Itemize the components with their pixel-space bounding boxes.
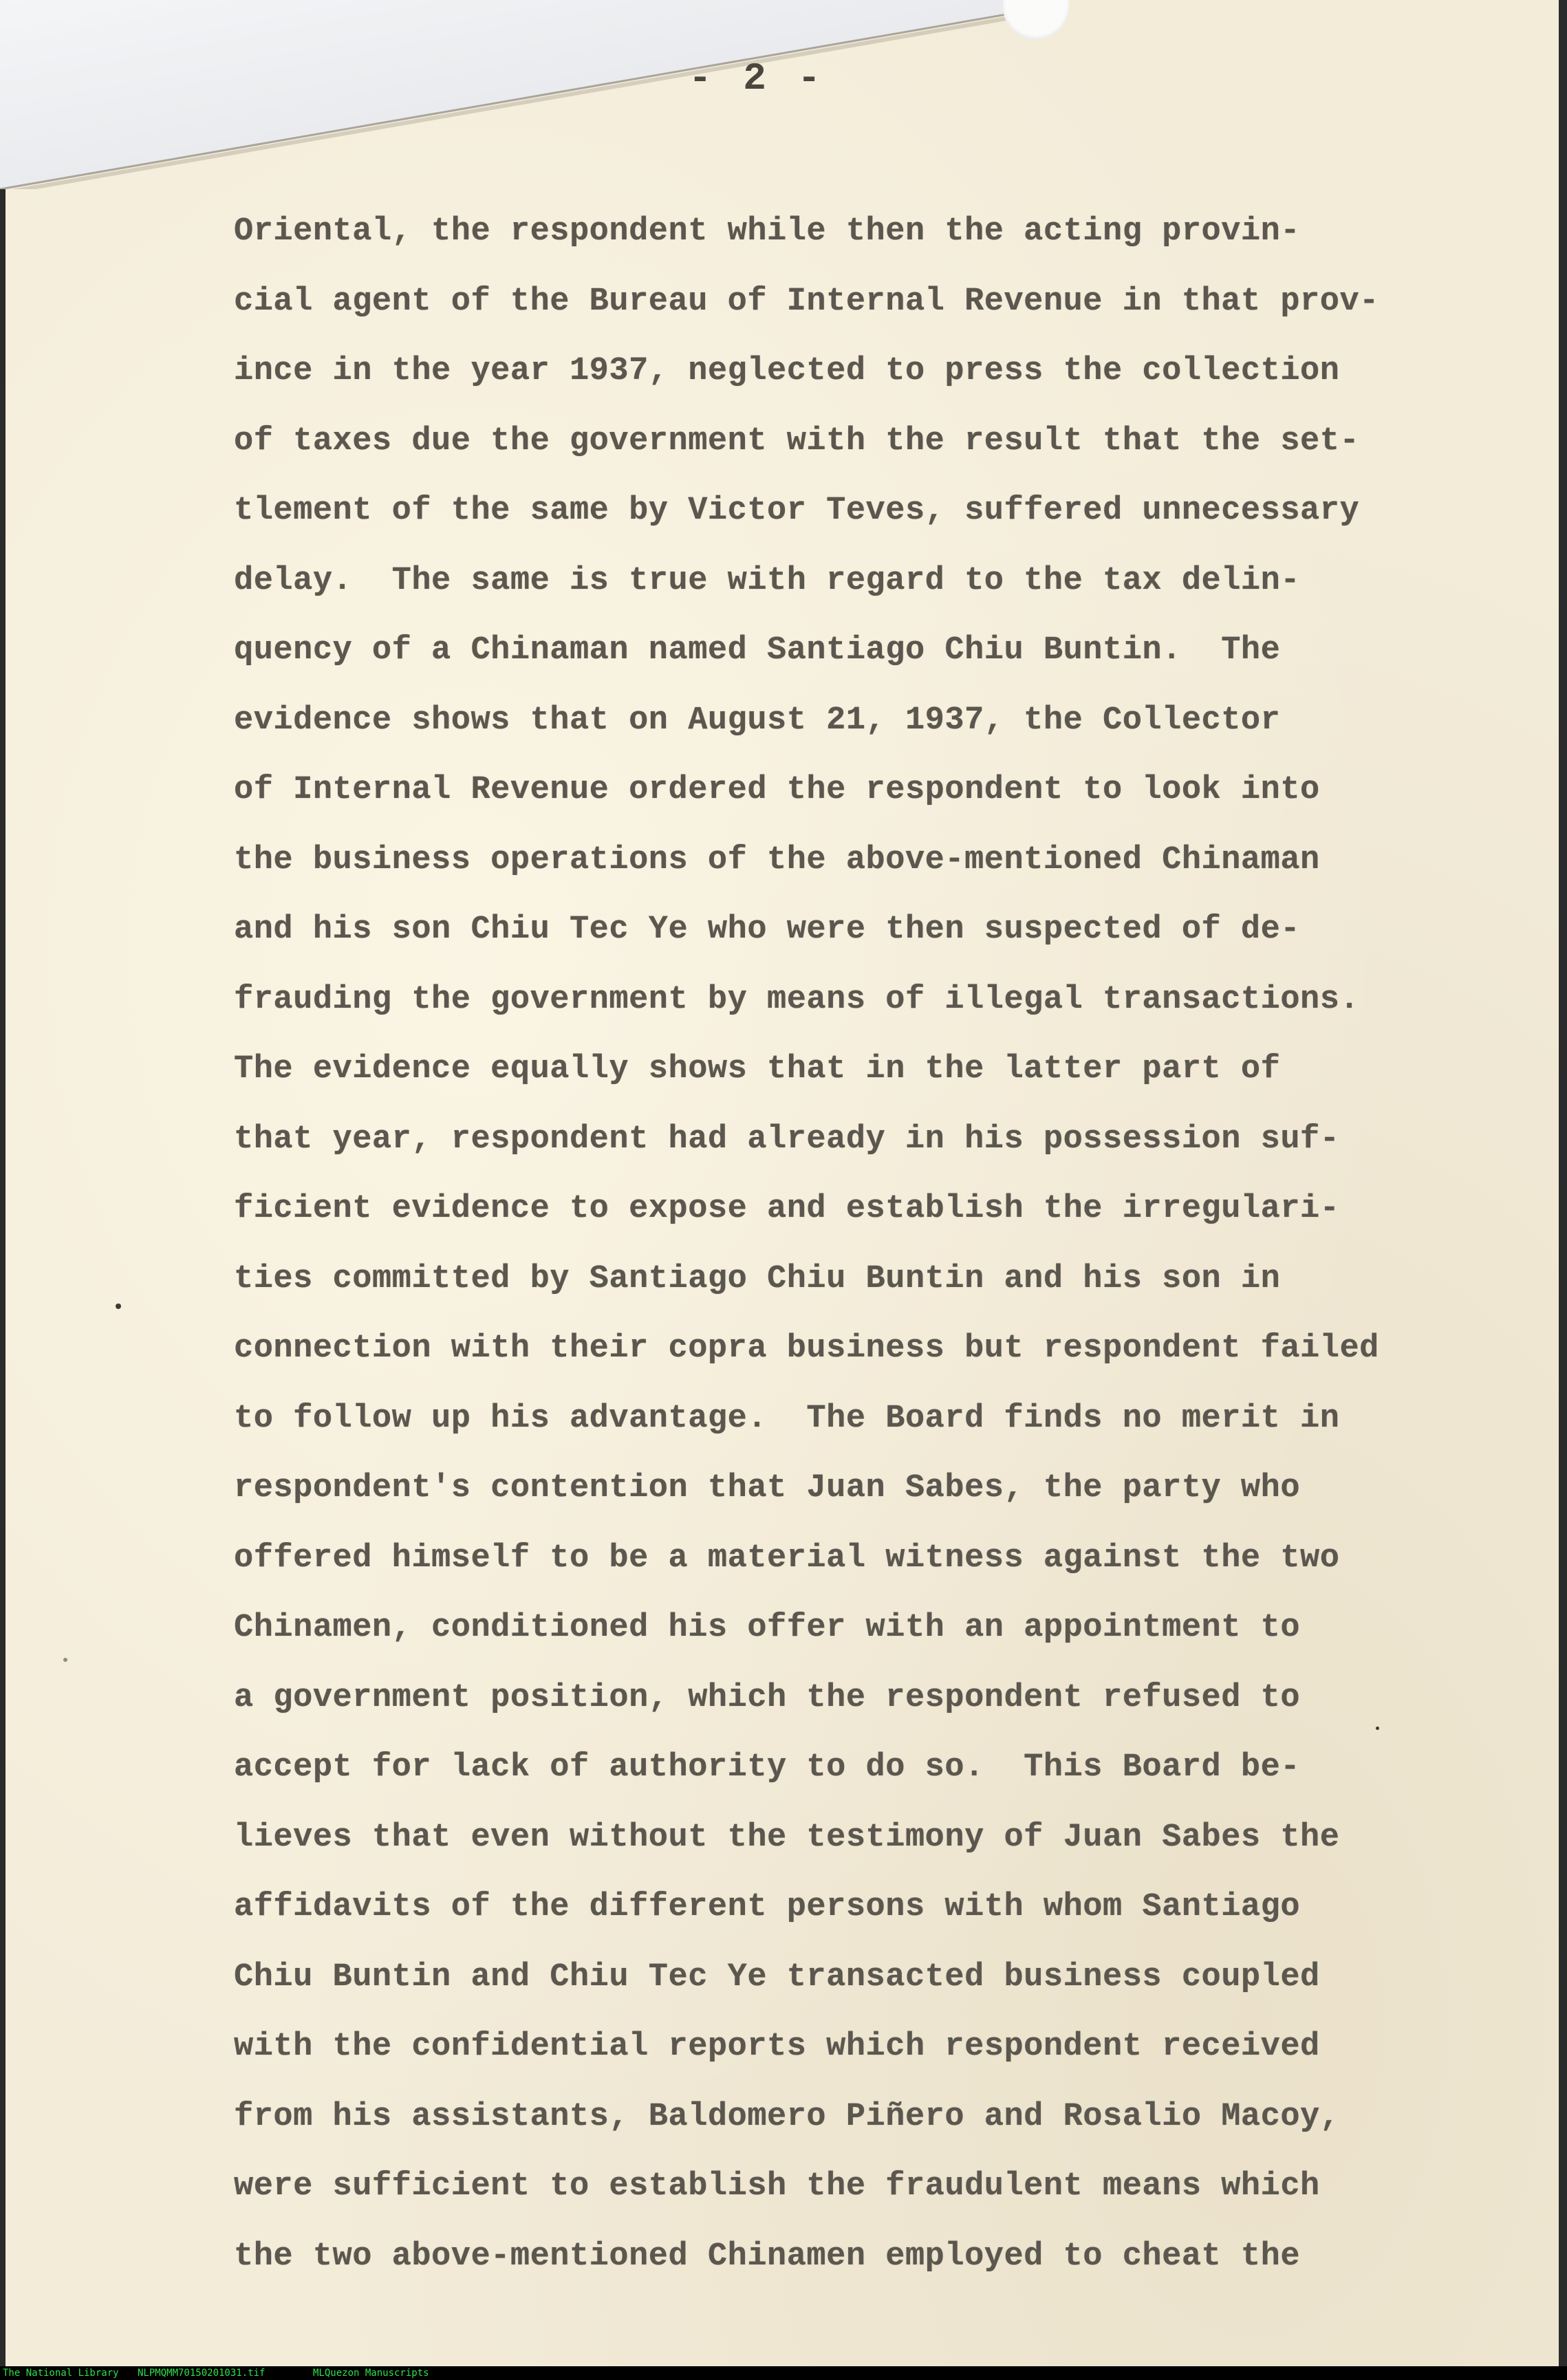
- text-line: ince in the year 1937, neglected to press the collection: [234, 353, 1340, 389]
- text-line: the two above-mentioned Chinamen employed to cheat the: [234, 2238, 1301, 2275]
- footer-file-id: NLPMQMM70150201031.tif: [138, 2368, 266, 2379]
- text-line: ficient evidence to expose and establish the irregulari-: [234, 1191, 1340, 1227]
- text-line: Chinamen, conditioned his offer with an appointment to: [234, 1610, 1301, 1646]
- footer-library: The National Library: [3, 2368, 119, 2379]
- text-line: were sufficient to establish the fraudulent means which: [234, 2168, 1320, 2205]
- typed-body-text: [234, 197, 1541, 2291]
- text-line: the business operations of the above-mentioned Chinaman: [234, 841, 1320, 878]
- text-line: frauding the government by means of illegal transactions.: [234, 981, 1360, 1018]
- ink-speck: [1376, 1727, 1379, 1730]
- text-line: Oriental, the respondent while then the acting provin-: [234, 213, 1301, 250]
- text-line: cial agent of the Bureau of Internal Revenue in that prov-: [234, 283, 1379, 320]
- text-line: offered himself to be a material witness against the two: [234, 1539, 1340, 1577]
- text-line: The evidence equally shows that in the latter part of: [234, 1051, 1281, 1088]
- text-line: of Internal Revenue ordered the respondent to look into: [234, 772, 1320, 808]
- ink-speck: [116, 1303, 121, 1309]
- text-line: affidavits of the different persons with whom Santiago: [234, 1889, 1301, 1925]
- text-line: accept for lack of authority to do so. This Board be-: [234, 1749, 1301, 1786]
- scan-footer-bar: [0, 2366, 1567, 2380]
- text-line: lieves that even without the testimony of Juan Sabes the: [234, 1819, 1340, 1856]
- text-line: delay. The same is true with regard to the tax delin-: [234, 562, 1301, 599]
- scan-edge-right: [1559, 0, 1567, 2366]
- text-line: evidence shows that on August 21, 1937, the Collector: [234, 702, 1281, 739]
- text-line: tlement of the same by Victor Teves, suffered unnecessary: [234, 493, 1360, 529]
- scan-edge-left: [0, 0, 6, 2366]
- text-line: Chiu Buntin and Chiu Tec Ye transacted business coupled: [234, 1958, 1320, 1995]
- text-line: and his son Chiu Tec Ye who were then suspected of de-: [234, 911, 1301, 948]
- text-line: that year, respondent had already in his possession suf-: [234, 1121, 1340, 1158]
- page-number: - 2 -: [688, 56, 825, 100]
- text-line: ties committed by Santiago Chiu Buntin and his son in: [234, 1260, 1281, 1297]
- text-line: quency of a Chinaman named Santiago Chiu Buntin. The: [234, 632, 1281, 669]
- footer-collection: MLQuezon Manuscripts: [313, 2368, 429, 2379]
- text-line: a government position, which the respondent refused to: [234, 1679, 1301, 1716]
- text-line: to follow up his advantage. The Board finds no merit in: [234, 1400, 1340, 1437]
- ink-speck: [63, 1658, 67, 1662]
- text-line: connection with their copra business but respondent failed: [234, 1330, 1379, 1367]
- text-line: from his assistants, Baldomero Piñero and Rosalio Macoy,: [234, 2098, 1340, 2135]
- text-line: of taxes due the government with the result that the set-: [234, 422, 1360, 459]
- text-line: respondent's contention that Juan Sabes, the party who: [234, 1470, 1301, 1506]
- text-line: with the confidential reports which respondent received: [234, 2029, 1320, 2065]
